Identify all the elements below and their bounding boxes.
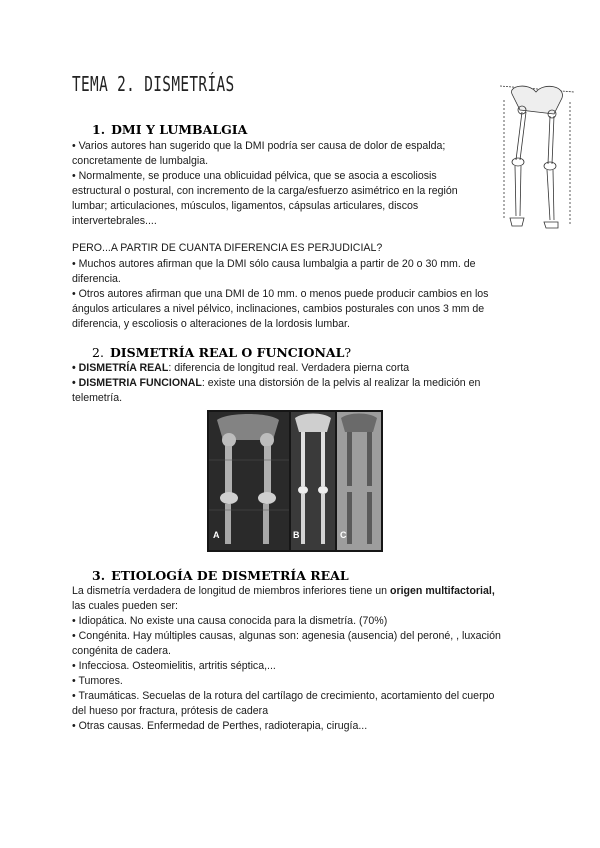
section-1-number: 1. — [92, 122, 106, 137]
section-1-heading — [92, 122, 247, 137]
section-2-title: DISMETRÍA REAL O FUNCIONAL — [109, 345, 345, 360]
xray-image — [207, 410, 383, 552]
list-item: • Tumores. — [72, 675, 123, 687]
section-1-body — [72, 139, 502, 229]
list-item: • Idiopática. No existe una causa conocida para la dismetría. (70%) — [72, 615, 388, 627]
paragraph-line: ángulos articulares a nivel pélvico, inclinaciones, cambios posturales con unos 3 mm de — [72, 303, 485, 315]
intro-line — [72, 584, 542, 599]
section-1-title: DMI Y LUMBALGIA — [111, 122, 248, 137]
paragraph-line: concretamente de lumbalgia. — [72, 155, 209, 167]
skeleton-illustration — [498, 80, 576, 230]
section-2-number: 2. — [92, 345, 104, 360]
list-item: • Traumáticas. Secuelas de la rotura del cartílago de crecimiento, acortamiento del cuerpo — [72, 690, 495, 702]
paragraph-line: lumbar; articulaciones, músculos, ligamentos, cápsulas articulares, discos — [72, 200, 419, 212]
paragraph-line: • Varios autores han sugerido que la DMI podría ser causa de dolor de espalda; — [72, 140, 446, 152]
paragraph-line: • Muchos autores afirman que la DMI sólo causa lumbalgia a partir de 20 o 30 mm. de — [72, 258, 476, 270]
section-3-heading — [92, 568, 349, 583]
section-2-heading — [92, 345, 351, 360]
paragraph-line: las cuales pueden ser: — [72, 600, 179, 612]
list-item: • Otras causas. Enfermedad de Perthes, radioterapia, cirugía... — [72, 720, 368, 732]
section-2-suffix: ? — [344, 345, 352, 360]
intro-bold: origen multifactorial, — [390, 585, 495, 597]
xray-label-c: C — [340, 530, 347, 540]
question-line: PERO...A PARTIR DE CUANTA DIFERENCIA ES PERJUDICIAL? — [72, 242, 383, 254]
intro-text: La dismetría verdadera de longitud de miembros inferiores tiene un — [72, 585, 390, 597]
paragraph-line: diferencia, y escoliosis o alteraciones de la lordosis lumbar. — [72, 318, 350, 330]
paragraph-line: telemetría. — [72, 392, 123, 404]
term-functional: • DISMETRIA FUNCIONAL — [72, 377, 202, 389]
section-3-body — [72, 584, 542, 734]
paragraph-line: estructural o postural, con incremento de la carga/esfuerzo asimétrico en la región — [72, 185, 458, 197]
section-3-number: 3. — [92, 568, 106, 583]
paragraph-line: diferencia. — [72, 273, 121, 285]
page-title: TEMA 2. DISMETRÍAS — [72, 72, 235, 96]
definition-functional — [72, 376, 502, 391]
desc-functional: : existe una distorsión de la pelvis al realizar la medición en — [201, 377, 481, 389]
definition-real — [72, 361, 502, 376]
xray-label-a: A — [213, 530, 220, 540]
list-item: • Congénita. Hay múltiples causas, algunas son: agenesia (ausencia) del peroné, , luxación — [72, 630, 501, 642]
list-item: del hueso por fractura, prótesis de cadera — [72, 705, 269, 717]
paragraph-line: • Otros autores afirman que una DMI de 10 mm. o menos puede producir cambios en los — [72, 288, 489, 300]
section-1-body-2 — [72, 257, 502, 332]
list-item: congénita de cadera. — [72, 645, 171, 657]
term-real: • DISMETRÍA REAL — [72, 362, 169, 374]
xray-label-b: B — [293, 530, 300, 540]
section-3-title: ETIOLOGÍA DE DISMETRÍA REAL — [111, 568, 349, 583]
desc-real: : diferencia de longitud real. Verdadera pierna corta — [168, 362, 410, 374]
section-2-body — [72, 361, 502, 406]
paragraph-line: intervertebrales.... — [72, 215, 157, 227]
paragraph-line: • Normalmente, se produce una oblicuidad pélvica, que se asocia a escoliosis — [72, 170, 437, 182]
list-item: • Infecciosa. Osteomielitis, artritis séptica,... — [72, 660, 276, 672]
section-1-question — [72, 241, 502, 256]
